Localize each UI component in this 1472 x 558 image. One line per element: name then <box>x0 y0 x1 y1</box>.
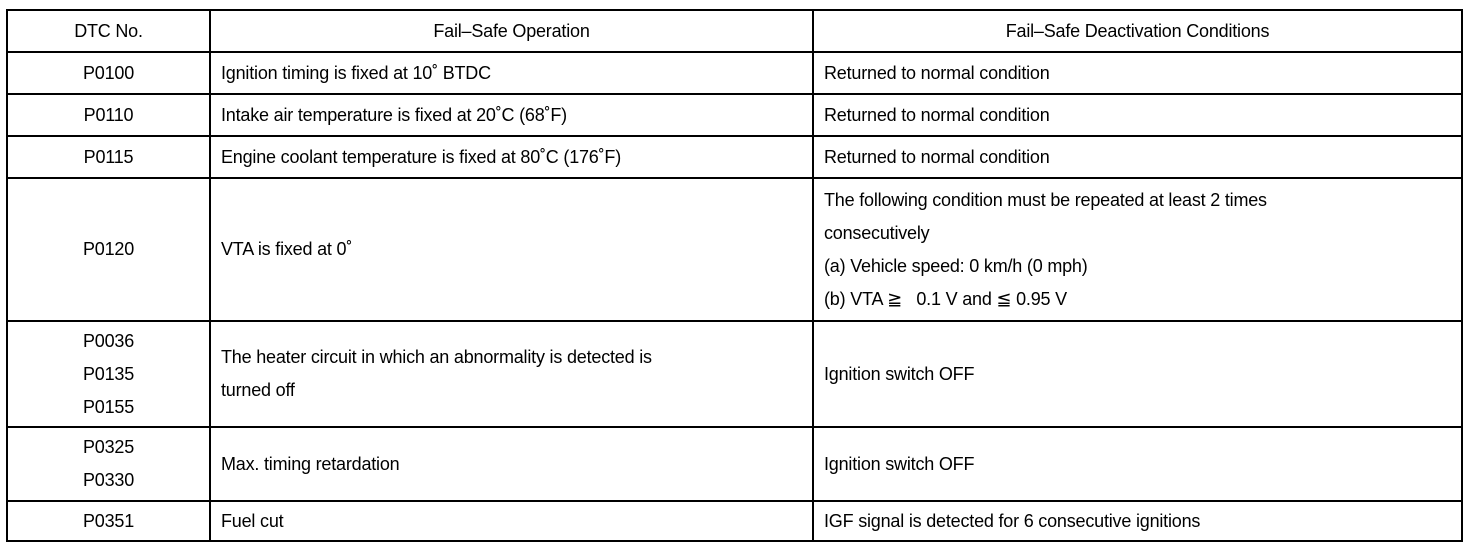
dtc-code: P0120 <box>82 239 135 259</box>
dtc-code: P0036 <box>82 330 135 351</box>
operation-cell <box>210 52 813 94</box>
dtc-code: P0135 <box>82 363 135 384</box>
dtc-code-cell <box>7 178 210 321</box>
table-row <box>7 501 1462 541</box>
operation-cell <box>210 94 813 136</box>
operation-text: Fuel cut <box>221 510 284 531</box>
operation-cell <box>210 427 813 501</box>
operation-cell <box>210 178 813 321</box>
deactivation-cell <box>813 501 1462 541</box>
fail-safe-table <box>6 9 1463 542</box>
table-row <box>7 321 1462 427</box>
operation-text: Max. timing retardation <box>221 453 400 474</box>
deactivation-text: Returned to normal condition <box>824 62 1050 83</box>
header-row <box>7 10 1462 52</box>
dtc-code: P0115 <box>83 146 134 167</box>
operation-cell <box>210 136 813 178</box>
deactivation-cell <box>813 52 1462 94</box>
table-row <box>7 52 1462 94</box>
deactivation-text: (b) VTA ≧ 0.1 V and ≦ 0.95 V <box>824 288 1067 309</box>
deactivation-text: The following condition must be repeated at least 2 times <box>824 189 1267 210</box>
table-row <box>7 427 1462 501</box>
operation-cell <box>210 321 813 427</box>
operation-text: Engine coolant temperature is fixed at 80˚C (176˚F) <box>221 146 622 167</box>
deactivation-text: (a) Vehicle speed: 0 km/h (0 mph) <box>824 255 1088 276</box>
dtc-code-cell <box>7 94 210 136</box>
table-row <box>7 94 1462 136</box>
dtc-code: P0110 <box>83 104 134 125</box>
deactivation-text: Ignition switch OFF <box>824 363 975 384</box>
operation-text: VTA is fixed at 0˚ <box>221 239 353 259</box>
operation-cell <box>210 501 813 541</box>
operation-text: Ignition timing is fixed at 10˚ BTDC <box>221 62 491 83</box>
deactivation-cell <box>813 178 1462 321</box>
dtc-code-cell <box>7 321 210 427</box>
deactivation-cell <box>813 321 1462 427</box>
deactivation-text: Ignition switch OFF <box>824 453 975 474</box>
dtc-code-cell <box>7 52 210 94</box>
table-row <box>7 136 1462 178</box>
header-fail-safe-operation: Fail–Safe Operation <box>210 10 813 52</box>
deactivation-text: IGF signal is detected for 6 consecutive ignitions <box>824 510 1201 531</box>
operation-text: The heater circuit in which an abnormality is detected is <box>221 347 652 367</box>
dtc-code-cell <box>7 501 210 541</box>
operation-text: Intake air temperature is fixed at 20˚C (68˚F) <box>221 104 567 125</box>
deactivation-cell <box>813 94 1462 136</box>
table-row <box>7 178 1462 321</box>
header-deactivation-conditions: Fail–Safe Deactivation Conditions <box>813 10 1462 52</box>
operation-text: turned off <box>221 380 295 400</box>
dtc-code: P0325 <box>82 437 135 457</box>
dtc-code: P0330 <box>82 470 135 490</box>
deactivation-text: Returned to normal condition <box>824 104 1050 125</box>
dtc-code: P0351 <box>82 510 135 531</box>
dtc-code-cell <box>7 427 210 501</box>
deactivation-cell <box>813 427 1462 501</box>
header-dtc-no: DTC No. <box>7 10 210 52</box>
deactivation-text: Returned to normal condition <box>824 146 1050 167</box>
deactivation-cell <box>813 136 1462 178</box>
dtc-code: P0100 <box>82 62 135 83</box>
dtc-code: P0155 <box>82 396 135 417</box>
dtc-code-cell <box>7 136 210 178</box>
deactivation-text: consecutively <box>824 222 930 243</box>
